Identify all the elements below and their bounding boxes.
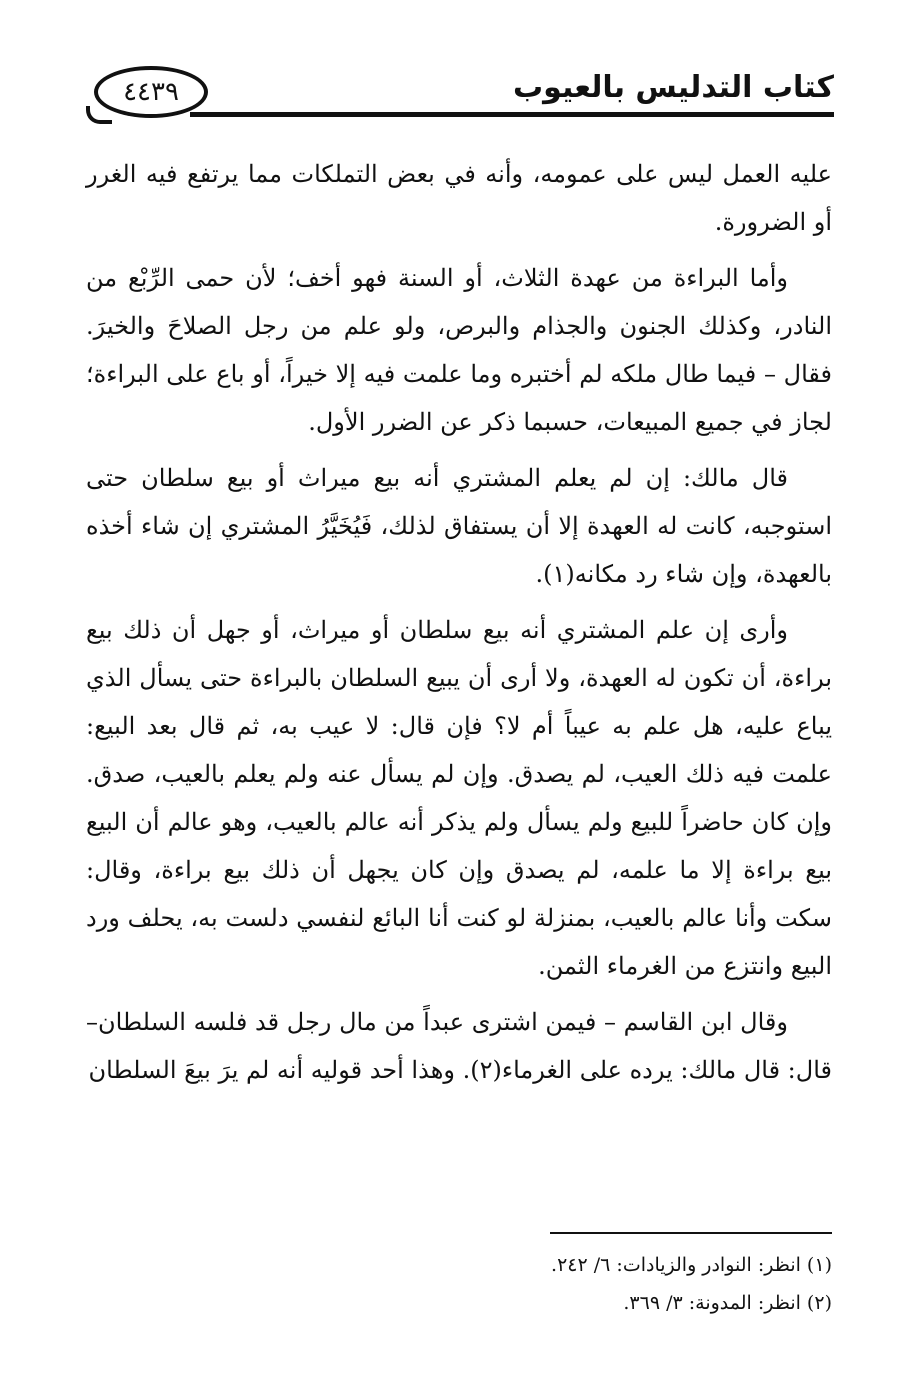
footnotes (300, 1246, 832, 1322)
footnote-1: (١) انظر: النوادر والزيادات: ٦/ ٢٤٢. (551, 1254, 832, 1276)
paragraph-1: عليه العمل ليس على عمومه، وأنه في بعض التملكات مما يرتفع فيه الغرر أو الضرورة. (86, 160, 832, 236)
page-body (86, 150, 832, 1102)
page-number: ٤٤٣٩ (123, 77, 179, 107)
page-header (80, 62, 834, 124)
header-rule (190, 112, 834, 117)
paragraph-4: وأرى إن علم المشتري أنه بيع سلطان أو ميراث، أو جهل أن ذلك بيع براءة، أن تكون له العهدة، ولا أرى أن يبيع السلطان بالبراءة حتى يسأل الذي يباع عليه، هل علم به عيباً أم لا؟ فإن قال: لا عيب به، ثم قال بعد البيع: علمت فيه ذلك العيب، لم يصدق. وإن لم يسأل عنه ولم يعلم بالعيب، صدق. وإن كان حاضراً للبيع ولم يسأل ولم يذكر أنه عالم بالعيب، وهو عالم أن البيع بيع براءة إلا ما علمه، لم يصدق وإن كان يجهل أن ذلك بيع براءة، وقال: سكت وأنا عالم بالعيب، بمنزلة لو كنت أنا البائع لنفسي دلست به، يحلف ورد البيع وانتزع من الغرماء الثمن. (86, 616, 832, 980)
footnote-separator (550, 1232, 832, 1234)
paragraph-2: وأما البراءة من عهدة الثلاث، أو السنة فهو أخف؛ لأن حمى الرِّبْع من النادر، وكذلك الجنون والجذام والبرص، ولو علم من رجل الصلاحَ والخيرَ. فقال – فيما طال ملكه لم أختبره وما علمت فيه إلا خيراً، أو باع على البراءة؛ لجاز في جميع المبيعات، حسبما ذكر عن الضرر الأول. (86, 264, 832, 436)
paragraph-5: وقال ابن القاسم – فيمن اشترى عبداً من مال رجل قد فلسه السلطان– قال: قال مالك: يرده على الغرماء(٢). وهذا أحد قوليه أنه لم يرَ بيعَ السلطان (86, 1008, 832, 1084)
paragraph-3: قال مالك: إن لم يعلم المشتري أنه بيع ميراث أو بيع سلطان حتى استوجبه، كانت له العهدة إلا أن يستفاق لذلك، فَيُخَيَّرُ المشتري إن شاء أخذه بالعهدة، وإن شاء رد مكانه(١). (86, 464, 832, 588)
book-title: كتاب التدليس بالعيوب (513, 70, 834, 105)
page-number-oval-tail (86, 106, 112, 124)
footnote-2: (٢) انظر: المدونة: ٣/ ٣٦٩. (623, 1292, 832, 1314)
